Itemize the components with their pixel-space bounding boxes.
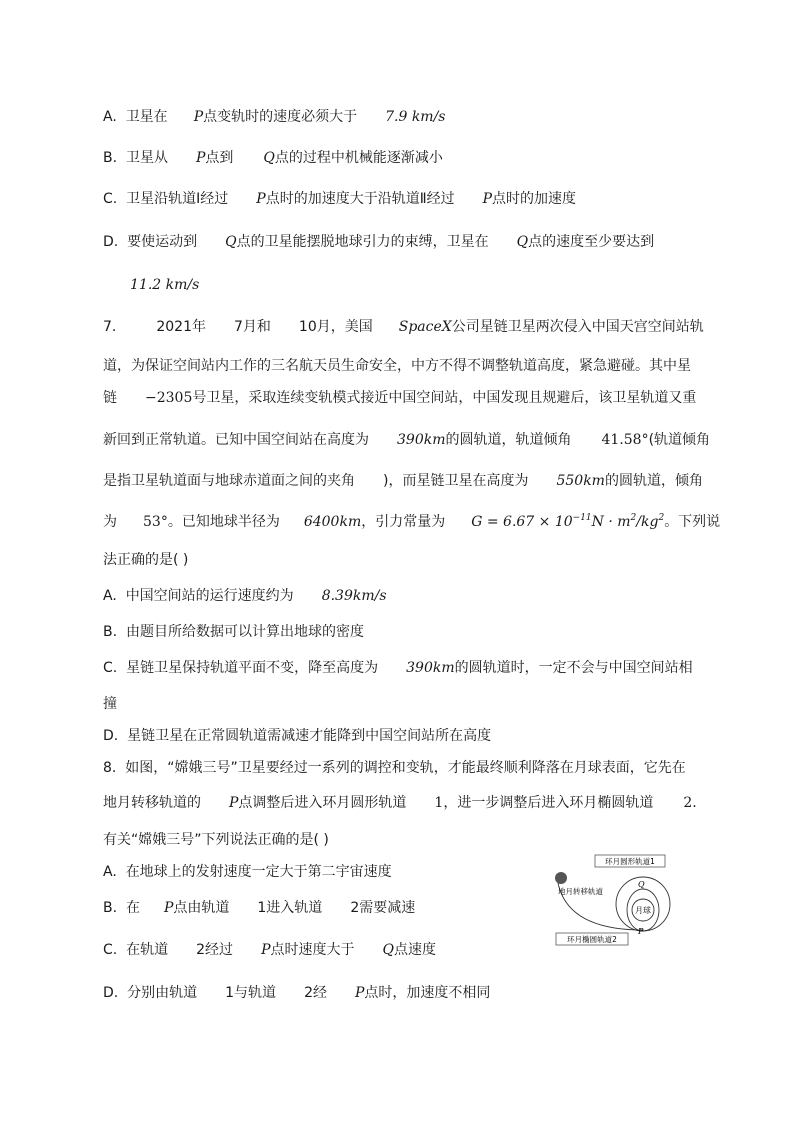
ellipse-orbit-label: 环月椭圆轨道2: [567, 935, 617, 944]
q7-stem-line-1: 7. 2021年 7月和 10月，美国 SpaceX公司星链卫星两次侵入中国天宫空间站轨: [103, 319, 704, 335]
q8-stem-line-1: 8. 如图，“嫦娥三号”卫星要经过一系列的调控和变轨，才能最终顺利降落在月球表面，它先在: [103, 760, 686, 776]
q7-stem-line-7: 法正确的是( ): [103, 552, 189, 568]
q-point-label: Q: [638, 880, 645, 889]
q6-option-a: A. 卫星在 P点变轨时的速度必须大于 7.9 km/s: [103, 109, 446, 125]
orbit-diagram: [548, 850, 698, 950]
q7-stem-line-4: 新回到正常轨道。已知中国空间站在高度为 390km的圆轨道，轨道倾角 41.58°(轨道倾角: [103, 432, 711, 448]
q7-stem-line-2: 道，为保证空间站内工作的三名航天员生命安全，中方不得不调整轨道高度，紧急避碰。其中星: [103, 358, 691, 374]
q7-option-a: A. 中国空间站的运行速度约为 8.39km/s: [103, 588, 387, 604]
q8-option-d: D. 分别由轨道 1与轨道 2经 P点时，加速度不相同: [103, 985, 491, 1001]
q7-option-d: D. 星链卫星在正常圆轨道需减速才能降到中国空间站所在高度: [103, 728, 492, 744]
q7-stem-line-6: 为 53°。已知地球半径为 6400km，引力常量为 $G = 6.67 \times 10^{-11}N \cdot m^2/kg^2$。下列说: [103, 513, 721, 530]
q6-option-b: B. 卫星从 P点到 Q点的过程中机械能逐渐减小: [103, 150, 443, 166]
circle-orbit-label: 环月圆形轨道1: [605, 857, 655, 866]
q6-option-d-continued: 11.2 km/s: [130, 277, 200, 293]
q8-stem-line-2: 地月转移轨道的 P点调整后进入环月圆形轨道 1，进一步调整后进入环月椭圆轨道 2.: [103, 795, 697, 811]
earth-ball: [555, 872, 567, 884]
q7-stem-line-5: 是指卫星轨道面与地球赤道面之间的夹角 )，而星链卫星在高度为 550km的圆轨道，倾角: [103, 473, 703, 489]
q8-option-c: C. 在轨道 2经过 P点时速度大于 Q点速度: [103, 942, 436, 958]
q8-stem-line-3: 有关“嫦娥三号”下列说法正确的是( ): [103, 832, 329, 848]
q7-stem-line-3: 链 −2305号卫星，采取连续变轨模式接近中国空间站，中国发现且规避后，该卫星轨道又重: [103, 390, 697, 406]
q6-option-c: C. 卫星沿轨道Ⅰ经过 P点时的加速度大于沿轨道Ⅱ经过 P点时的加速度: [103, 191, 577, 207]
q7-option-c-continued: 撞: [103, 696, 117, 712]
q7-option-c: C. 星链卫星保持轨道平面不变，降至高度为 390km的圆轨道时，一定不会与中国空间站相: [103, 660, 693, 676]
p-point-label: P: [638, 927, 644, 936]
transfer-orbit-label: 地月转移轨道: [558, 887, 603, 896]
q6-option-d: D. 要使运动到 Q点的卫星能摆脱地球引力的束缚，卫星在 Q点的速度至少要达到: [103, 234, 655, 250]
q7-option-b: B. 由题目所给数据可以计算出地球的密度: [103, 624, 364, 640]
moon-label: 月球: [635, 906, 651, 915]
q8-option-b: B. 在 P点由轨道 1进入轨道 2需要减速: [103, 900, 416, 916]
q8-option-a: A. 在地球上的发射速度一定大于第二宇宙速度: [103, 864, 392, 880]
